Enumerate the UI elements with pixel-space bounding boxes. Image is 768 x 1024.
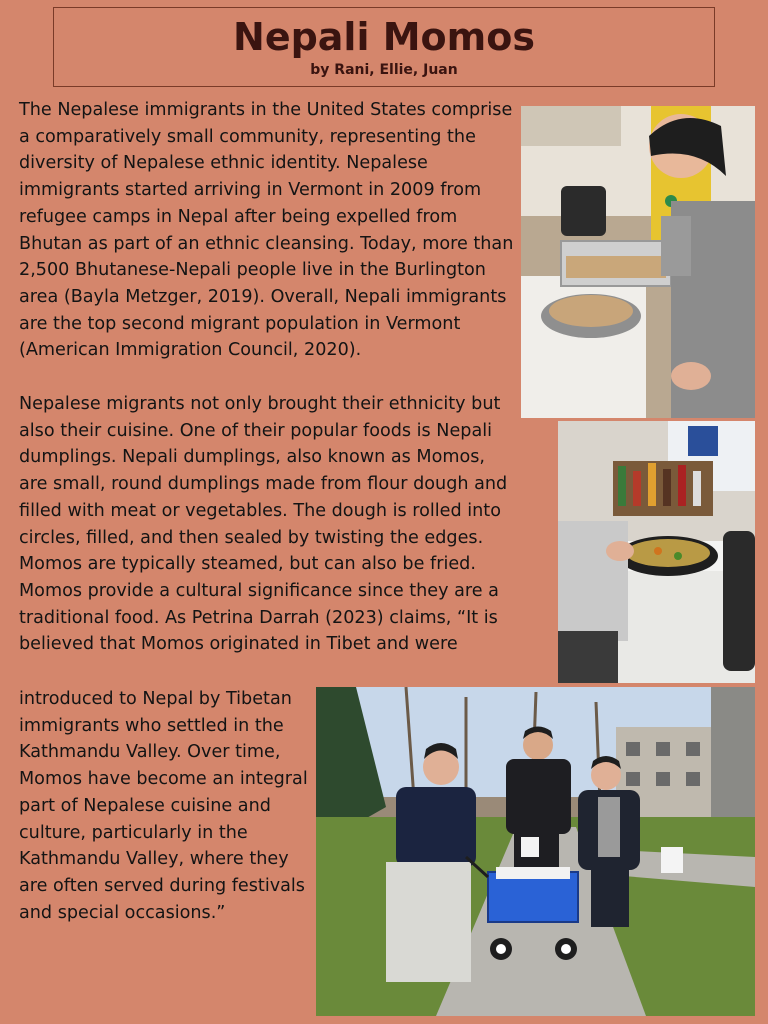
photo-outdoor-wagon: [316, 687, 755, 1016]
paragraph-immigration: The Nepalese immigrants in the United States comprise a comparatively small community, representing the diversity of Nepalese ethnic identity. Nepalese immigrants started arriving in Vermont in 2009 from refugee camps in Nepal after being expelled from Bhutan as part of an ethnic cleansing. Today, more than 2,500 Bhutanese-Nepali people live in the Burlington area (Bayla Metzger, 2019). Overall, Nepali immigrants are the top second migrant population in Vermont (American Immigration Council, 2020).: [19, 100, 514, 361]
byline: by Rani, Ellie, Juan: [310, 62, 458, 78]
title-box: [53, 7, 715, 87]
photo-stove-cooking: [558, 421, 755, 683]
photo-kitchen-momos: [521, 106, 755, 418]
paragraph-origin: introduced to Nepal by Tibetan immigrants who settled in the Kathmandu Valley. Over time, Momos have become an integral part of Nepalese cuisine and culture, particularly in the Kathmandu Valley, where they are often served during festivals and special occasions.”: [19, 689, 308, 923]
page-title: Nepali Momos: [233, 15, 535, 59]
paragraph-cuisine: Nepalese migrants not only brought their ethnicity but also their cuisine. One of their popular foods is Nepali dumplings. Nepali dumplings, also known as Momos, are small, round dumplings made from flour dough and filled with meat or vegetables. The dough is rolled into circles, filled, and then sealed by twisting the edges. Momos are typically steamed, but can also be fried. Momos provide a cultural significance since they are a traditional food. As Petrina Darrah (2023) claims, “It is believed that Momos originated in Tibet and were: [19, 394, 508, 655]
